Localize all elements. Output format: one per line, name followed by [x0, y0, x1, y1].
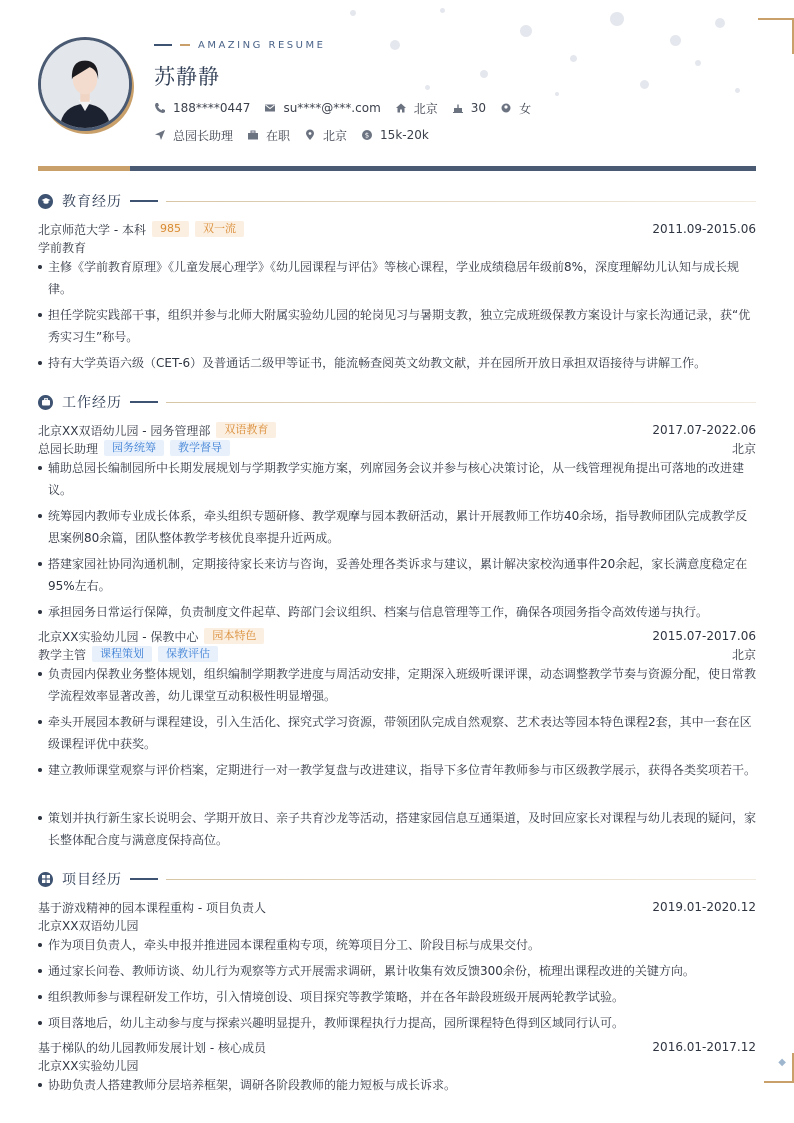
project-title: 基于游戏精神的园本课程重构 - 项目负责人: [38, 900, 266, 915]
target-city-text: 北京: [323, 128, 348, 143]
work-bag-icon: [38, 395, 53, 410]
salary-item: [361, 128, 429, 142]
target-city-item: [304, 127, 347, 144]
school-degree: 北京师范大学 - 本科: [38, 222, 146, 237]
age-item: [452, 101, 486, 115]
project-bullet: 项目落地后，幼儿主动参与度与探索兴趣明显提升，教师课程执行力提高，园所课程特色得到区域同行认可。: [38, 1012, 756, 1034]
section-title-education: 教育经历: [62, 194, 122, 210]
work-role: 总园长助理: [38, 441, 99, 456]
status-text: 在职: [266, 128, 291, 143]
project-org-row: [38, 917, 756, 933]
corner-decoration-top-right: [758, 18, 794, 54]
location-icon: [304, 129, 316, 141]
salary-text: 15k-20k: [380, 128, 429, 142]
work-bullet: 搭建家园社协同沟通机制，定期接待家长来访与咨询，妥善处理各类诉求与建议，累计解决家校沟通事件20余起，家长满意度稳定在95%左右。: [38, 553, 756, 597]
work-period: 2015.07-2017.06: [652, 629, 756, 643]
briefcase-icon: [247, 129, 259, 141]
education-entry-header: [38, 221, 756, 237]
project-title: 基于梯队的幼儿园教师发展计划 - 核心成员: [38, 1040, 266, 1055]
education-bullet: 主修《学前教育原理》《儿童发展心理学》《幼儿园课程与评估》等核心课程，学业成绩稳居年级前8%，深度理解幼儿认知与成长规律。: [38, 256, 756, 300]
graduation-cap-icon: [38, 194, 53, 209]
work-org-tag: 双语教育: [216, 422, 276, 438]
work-org: 北京XX实验幼儿园 - 保教中心: [38, 629, 199, 644]
phone-text: 188****0447: [173, 101, 251, 115]
section-accent-line: [130, 878, 158, 880]
gender-icon: [500, 102, 512, 114]
phone-icon: [154, 102, 166, 114]
money-icon: [361, 129, 373, 141]
section-accent-line: [130, 200, 158, 202]
school-tag-985: 985: [152, 221, 189, 237]
section-header-education: [38, 192, 756, 210]
target-position-item: [154, 127, 233, 144]
grid-icon: [38, 872, 53, 887]
work-role-tag: 园务统筹: [104, 440, 164, 456]
email-item: [264, 101, 380, 115]
project-bullet: 组织教师参与课程研发工作坊，引入情境创设、项目探究等教学策略，并在各年龄段班级开展两轮教学试验。: [38, 986, 756, 1008]
section-accent-line: [130, 401, 158, 403]
work-org-tag: 园本特色: [204, 628, 264, 644]
project-entry-header: [38, 899, 756, 915]
diamond-icon: ◆: [778, 1057, 786, 1068]
tagline-line-navy: [154, 44, 172, 46]
email-text: su****@***.com: [283, 101, 381, 115]
work-role-row: [38, 440, 756, 456]
work-role-tag: 保教评估: [158, 646, 218, 662]
work-bullet: 建立教师课堂观察与评价档案，定期进行一对一教学复盘与改进建议，指导下多位青年教师参与市区级教学展示，获得各类奖项若干。: [38, 759, 756, 781]
target-position-text: 总园长助理: [173, 128, 234, 143]
city-text: 北京: [413, 101, 438, 116]
header-divider-bar: [38, 166, 756, 171]
work-role-tag: 教学督导: [170, 440, 230, 456]
candidate-name: 苏静静: [154, 65, 220, 89]
tagline-text: AMAZING RESUME: [198, 39, 326, 51]
education-period: 2011.09-2015.06: [652, 222, 756, 236]
project-org: 北京XX双语幼儿园: [38, 918, 139, 933]
gender-item: [500, 100, 531, 117]
home-icon: [395, 102, 407, 114]
work-role-tag: 课程策划: [92, 646, 152, 662]
gender-text: 女: [519, 101, 532, 116]
section-title-project: 项目经历: [62, 872, 122, 888]
project-bullet: 协助负责人搭建教师分层培养框架，调研各阶段教师的能力短板与成长诉求。: [38, 1074, 756, 1096]
school-tag-double-first-class: 双一流: [195, 221, 244, 237]
section-rule: [166, 201, 756, 202]
project-period: 2016.01-2017.12: [652, 1040, 756, 1054]
project-org: 北京XX实验幼儿园: [38, 1058, 139, 1073]
section-title-work: 工作经历: [62, 395, 122, 411]
work-entry-header: [38, 422, 756, 438]
work-period: 2017.07-2022.06: [652, 423, 756, 437]
work-bullet: 辅助总园长编制园所中长期发展规划与学期教学实施方案，列席园务会议并参与核心决策讨论，从一线管理视角提出可落地的改进建议。: [38, 457, 756, 501]
section-rule: [166, 402, 756, 403]
work-entry-header: [38, 628, 756, 644]
education-major-row: [38, 239, 756, 255]
education-bullet: 担任学院实践部干事，组织并参与北师大附属实验幼儿园的轮岗见习与暑期支教，独立完成班级保教方案设计与家长沟通记录，获“优秀实习生”称号。: [38, 304, 756, 348]
age-text: 30: [470, 101, 487, 115]
resume-header: [154, 38, 754, 143]
work-bullet: 统筹园内教师专业成长体系，牵头组织专题研修、教学观摩与园本教研活动，累计开展教师工作坊40余场，指导教师团队完成教学反思案例80余篇，团队整体教学考核优良率提升近两成。: [38, 505, 756, 549]
tagline-line-gold: [180, 44, 190, 46]
section-header-project: [38, 870, 756, 888]
work-role: 教学主管: [38, 647, 87, 662]
project-entry-header: [38, 1039, 756, 1055]
svg-text:$: $: [364, 131, 370, 140]
education-major: 学前教育: [38, 240, 87, 255]
phone-item: [154, 101, 250, 115]
status-item: [247, 127, 290, 144]
city-item: [395, 100, 438, 117]
mail-icon: [264, 102, 276, 114]
project-bullet: 通过家长问卷、教师访谈、幼儿行为观察等方式开展需求调研，累计收集有效反馈300余份，梳理出课程改进的关键方向。: [38, 960, 756, 982]
project-bullet: 作为项目负责人，牵头申报并推进园本课程重构专项，统筹项目分工、阶段目标与成果交付。: [38, 934, 756, 956]
section-header-work: [38, 393, 756, 411]
work-role-row: [38, 646, 756, 662]
education-bullet: 持有大学英语六级（CET-6）及普通话二级甲等证书，能流畅查阅英文幼教文献，并在园所开放日承担双语接待与讲解工作。: [38, 352, 756, 374]
project-period: 2019.01-2020.12: [652, 900, 756, 914]
cake-icon: [452, 102, 464, 114]
work-bullet: 牵头开展园本教研与课程建设，引入生活化、探究式学习资源，带领团队完成自然观察、艺术表达等园本特色课程2套，其中一套在区级课程评优中获奖。: [38, 711, 756, 755]
tagline: [154, 38, 754, 52]
work-org: 北京XX双语幼儿园 - 园务管理部: [38, 423, 211, 438]
work-bullet: 负责园内保教业务整体规划，组织编制学期教学进度与周活动安排，定期深入班级听课评课，动态调整教学节奏与资源分配，使日常教学流程效率显著改善，幼儿课堂互动积极性明显增强。: [38, 663, 756, 707]
section-rule: [166, 879, 756, 880]
work-bullet: 策划并执行新生家长说明会、学期开放日、亲子共育沙龙等活动，搭建家园信息互通渠道，及时回应家长对课程与幼儿表现的疑问，家长整体配合度与满意度保持高位。: [38, 807, 756, 851]
send-icon: [154, 129, 166, 141]
project-org-row: [38, 1057, 756, 1073]
job-intent-row: [154, 127, 754, 143]
basic-info-row: [154, 100, 754, 116]
avatar-photo: [38, 37, 132, 131]
work-location: 北京: [731, 647, 756, 662]
work-bullet: 承担园务日常运行保障，负责制度文件起草、跨部门会议组织、档案与信息管理等工作，确保各项园务指令高效传递与执行。: [38, 601, 756, 623]
work-location: 北京: [731, 441, 756, 456]
